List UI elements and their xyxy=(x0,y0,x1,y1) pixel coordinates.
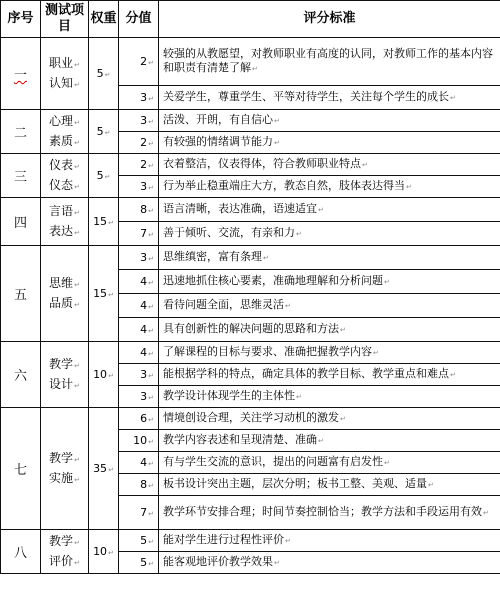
criteria-cell: 迅速地抓住核心要素，准确地理解和分析问题↵ xyxy=(159,270,500,294)
weight-cell: 15↵ xyxy=(89,246,119,342)
table-row xyxy=(1,198,500,222)
table-row xyxy=(1,154,500,176)
seq-cell: 八 xyxy=(1,530,41,574)
score-cell: 3↵ xyxy=(119,110,159,132)
criteria-cell: 关爱学生，尊重学生、平等对待学生，关注每个学生的成长↵ xyxy=(159,86,500,110)
score-cell: 10↵ xyxy=(119,430,159,452)
criteria-cell: 能根据学科的特点，确定具体的教学目标、教学重点和难点↵ xyxy=(159,364,500,386)
criteria-cell: 有与学生交流的意识，提出的问题富有启发性↵ xyxy=(159,452,500,474)
score-cell: 7↵ xyxy=(119,222,159,246)
table-row xyxy=(1,530,500,552)
table-row xyxy=(1,342,500,364)
criteria-cell: 了解课程的目标与要求、准确把握教学内容↵ xyxy=(159,342,500,364)
criteria-cell: 情境创设合理，关注学习动机的激发↵ xyxy=(159,408,500,430)
score-cell: 6↵ xyxy=(119,408,159,430)
weight-cell: 10↵ xyxy=(89,530,119,574)
criteria-cell: 教学环节安排合理；时间节奏控制恰当；教学方法和手段运用有效↵ xyxy=(159,496,500,530)
item-cell: 思维↵ 品质↵ xyxy=(41,246,89,342)
criteria-cell: 行为举止稳重端庄大方，教态自然，肢体表达得当↵ xyxy=(159,176,500,198)
weight-cell: 10↵ xyxy=(89,342,119,408)
header-row xyxy=(1,1,500,38)
header-score: 分值 xyxy=(119,1,159,38)
criteria-cell: 活泼、开朗，有自信心↵ xyxy=(159,110,500,132)
header-weight: 权重 xyxy=(89,1,119,38)
criteria-cell: 教学设计体现学生的主体性↵ xyxy=(159,386,500,408)
criteria-cell: 能对学生进行过程性评价↵ xyxy=(159,530,500,552)
criteria-cell: 较强的从教愿望，对教师职业有高度的认同，对教师工作的基本内容和职责有清楚了解↵ xyxy=(159,38,500,86)
table-row xyxy=(1,110,500,132)
score-cell: 4↵ xyxy=(119,318,159,342)
score-cell: 4↵ xyxy=(119,452,159,474)
seq-cell: 一 xyxy=(1,38,41,110)
score-cell: 4↵ xyxy=(119,294,159,318)
criteria-cell: 具有创新性的解决问题的思路和方法↵ xyxy=(159,318,500,342)
item-cell: 教学↵ 实施↵ xyxy=(41,408,89,530)
item-cell: 言语↵ 表达↵ xyxy=(41,198,89,246)
score-cell: 3↵ xyxy=(119,364,159,386)
item-cell: 教学↵ 评价↵ xyxy=(41,530,89,574)
table-row xyxy=(1,408,500,430)
header-criteria: 评分标准 xyxy=(159,1,500,38)
weight-cell: 35↵ xyxy=(89,408,119,530)
seq-cell: 四 xyxy=(1,198,41,246)
score-cell: 8↵ xyxy=(119,198,159,222)
score-cell: 8↵ xyxy=(119,474,159,496)
table-body xyxy=(1,38,500,574)
score-cell: 3↵ xyxy=(119,86,159,110)
criteria-cell: 能客观地评价教学效果↵ xyxy=(159,552,500,574)
score-cell: 4↵ xyxy=(119,270,159,294)
score-cell: 3↵ xyxy=(119,386,159,408)
header-item: 测试项目 xyxy=(41,1,89,38)
item-cell: 心理↵ 素质↵ xyxy=(41,110,89,154)
item-cell: 教学↵ 设计↵ xyxy=(41,342,89,408)
score-cell: 3↵ xyxy=(119,176,159,198)
criteria-cell: 看待问题全面，思维灵活↵ xyxy=(159,294,500,318)
seq-cell: 三 xyxy=(1,154,41,198)
criteria-cell: 板书设计突出主题，层次分明；板书工整、美观、适量↵ xyxy=(159,474,500,496)
seq-cell: 二 xyxy=(1,110,41,154)
table-row xyxy=(1,38,500,86)
criteria-cell: 语言清晰，表达准确，语速适宜↵ xyxy=(159,198,500,222)
score-cell: 4↵ xyxy=(119,342,159,364)
header-seq: 序号 xyxy=(1,1,41,38)
item-cell: 仪表↵ 仪态↵ xyxy=(41,154,89,198)
seq-cell: 七 xyxy=(1,408,41,530)
seq-cell: 五 xyxy=(1,246,41,342)
score-cell: 2↵ xyxy=(119,132,159,154)
score-cell: 7↵ xyxy=(119,496,159,530)
score-cell: 5↵ xyxy=(119,530,159,552)
score-cell: 2↵ xyxy=(119,38,159,86)
weight-cell: 5↵ xyxy=(89,38,119,110)
item-cell: 职业↵ 认知↵ xyxy=(41,38,89,110)
criteria-cell: 有较强的情绪调节能力↵ xyxy=(159,132,500,154)
criteria-cell: 教学内容表述和呈现清楚、准确↵ xyxy=(159,430,500,452)
score-cell: 3↵ xyxy=(119,246,159,270)
seq-cell: 六 xyxy=(1,342,41,408)
criteria-cell: 衣着整洁，仪表得体，符合教师职业特点↵ xyxy=(159,154,500,176)
score-cell: 2↵ xyxy=(119,154,159,176)
criteria-cell: 思维缜密，富有条理↵ xyxy=(159,246,500,270)
weight-cell: 15↵ xyxy=(89,198,119,246)
table-row xyxy=(1,246,500,270)
weight-cell: 5↵ xyxy=(89,154,119,198)
weight-cell: 5↵ xyxy=(89,110,119,154)
criteria-cell: 善于倾听、交流，有亲和力↵ xyxy=(159,222,500,246)
score-cell: 5↵ xyxy=(119,552,159,574)
